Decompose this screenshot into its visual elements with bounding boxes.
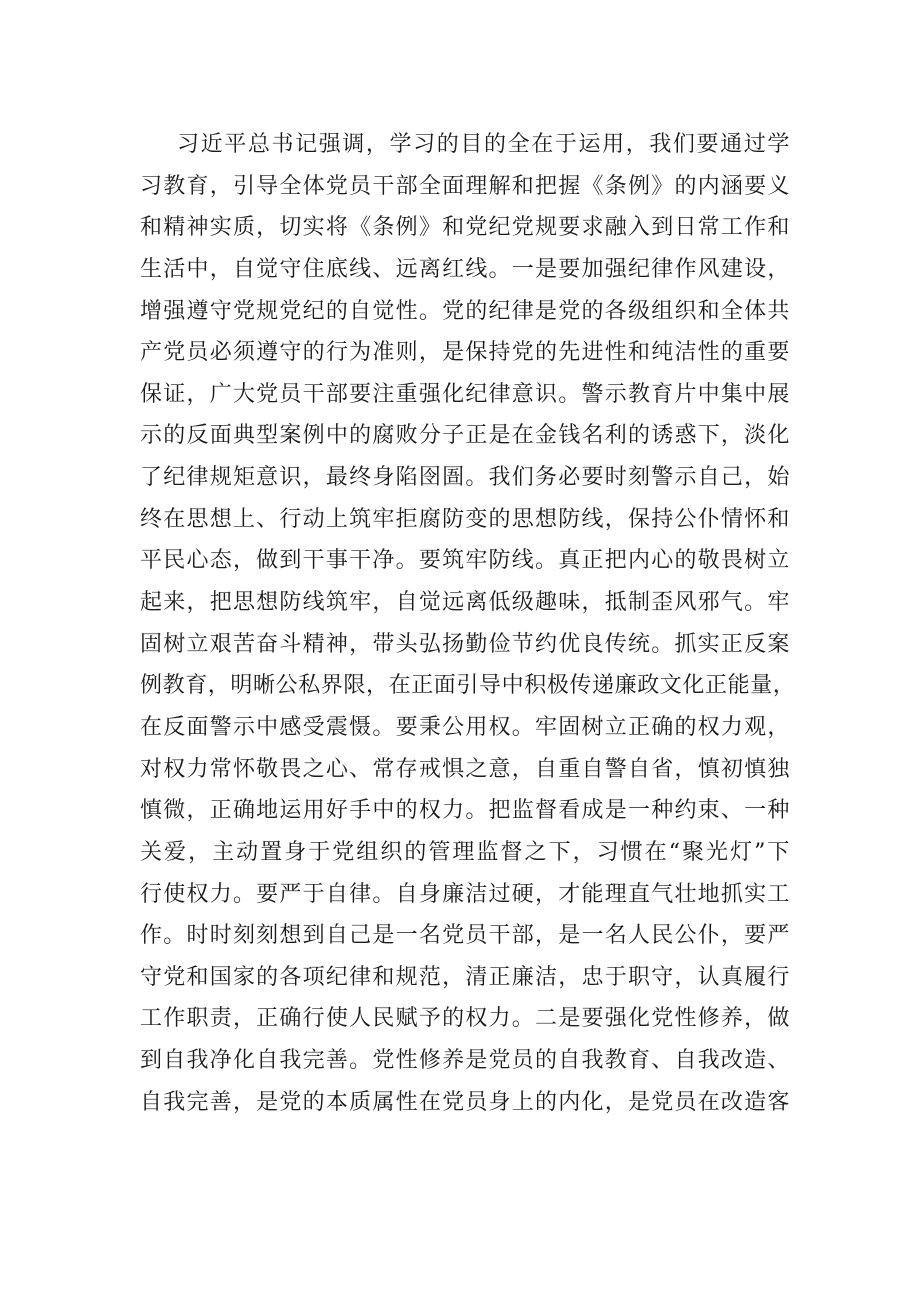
text-line: 慎微，正确地运用好手中的权力。把监督看成是一种约束、一种	[140, 798, 790, 824]
text-line: 习教育，引导全体党员干部全面理解和把握《条例》的内涵要义	[140, 173, 790, 199]
text-line: 固树立艰苦奋斗精神，带头弘扬勤俭节约优良传统。抓实正反案	[140, 631, 790, 657]
text-line: 起来，把思想防线筑牢，自觉远离低级趣味，抵制歪风邪气。牢	[140, 590, 790, 616]
text-line: 对权力常怀敬畏之心、常存戒惧之意，自重自警自省，慎初慎独	[140, 756, 790, 782]
text-line: 行使权力。要严于自律。自身廉洁过硬，才能理直气壮地抓实工	[140, 881, 790, 907]
text-line: 工作职责，正确行使人民赋予的权力。二是要强化党性修养，做	[140, 1006, 790, 1032]
text-line: 自我完善，是党的本质属性在党员身上的内化，是党员在改造客	[140, 1089, 790, 1115]
text-line: 习近平总书记强调，学习的目的全在于运用，我们要通过学	[177, 132, 790, 157]
text-line: 关爱，主动置身于党组织的管理监督之下，习惯在“聚光灯”下	[140, 839, 790, 865]
text-line: 作。时时刻刻想到自己是一名党员干部，是一名人民公仆，要严	[140, 923, 790, 949]
text-line: 示的反面典型案例中的腐败分子正是在金钱名利的诱惑下，淡化	[140, 423, 790, 449]
text-line: 例教育，明晰公私界限，在正面引导中积极传递廉政文化正能量，	[140, 673, 796, 699]
text-line: 到自我净化自我完善。党性修养是党员的自我教育、自我改造、	[140, 1048, 790, 1074]
text-line: 平民心态，做到干事干净。要筑牢防线。真正把内心的敬畏树立	[140, 548, 790, 574]
body-paragraph	[140, 124, 796, 1123]
text-line: 增强遵守党规党纪的自觉性。党的纪律是党的各级组织和全体共	[140, 298, 790, 324]
text-line: 生活中，自觉守住底线、远离红线。一是要加强纪律作风建设，	[140, 256, 790, 282]
text-line: 终在思想上、行动上筑牢拒腐防变的思想防线，保持公仆情怀和	[140, 506, 790, 532]
text-line: 守党和国家的各项纪律和规范，清正廉洁，忠于职守，认真履行	[140, 964, 790, 990]
text-line: 了纪律规矩意识，最终身陷囹圄。我们务必要时刻警示自己，始	[140, 465, 790, 491]
text-line: 保证，广大党员干部要注重强化纪律意识。警示教育片中集中展	[140, 381, 790, 407]
text-line: 产党员必须遵守的行为准则，是保持党的先进性和纯洁性的重要	[140, 340, 790, 366]
text-line: 在反面警示中感受震慑。要秉公用权。牢固树立正确的权力观，	[140, 714, 790, 740]
text-line: 和精神实质，切实将《条例》和党纪党规要求融入到日常工作和	[140, 215, 790, 241]
